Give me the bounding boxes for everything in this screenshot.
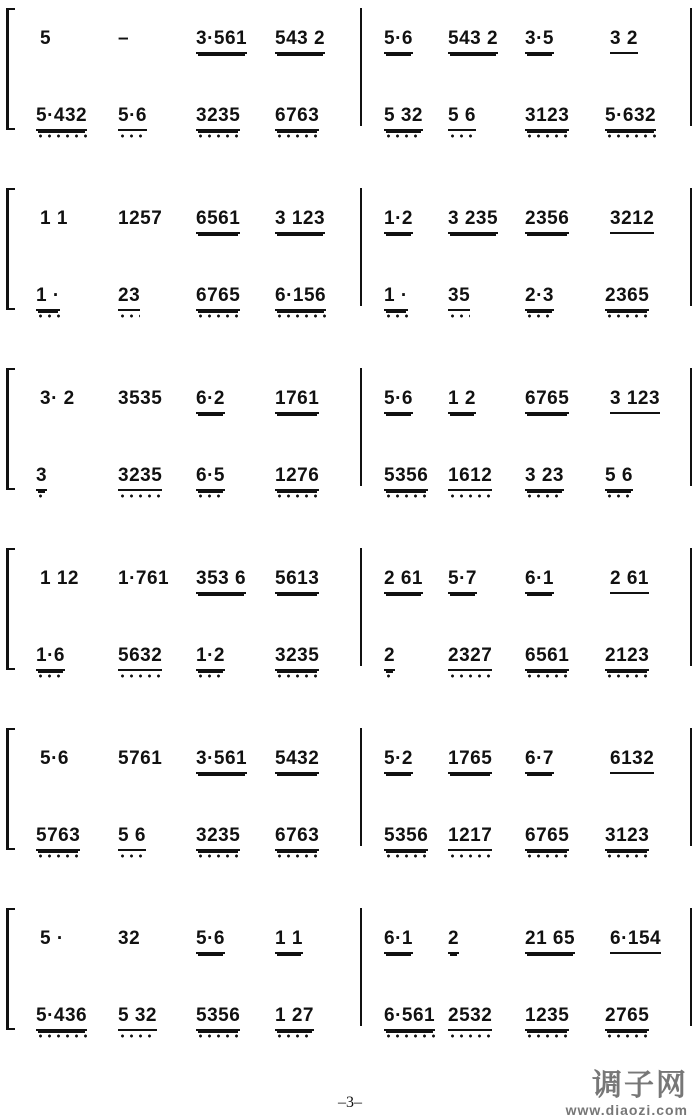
- notation-group: 6763: [275, 103, 319, 131]
- lower-part: [0, 463, 700, 503]
- octave-dots: [448, 313, 470, 319]
- octave-dots: [118, 673, 162, 679]
- notation-group: 1 27: [275, 1003, 314, 1031]
- watermark-logo: [566, 1070, 688, 1118]
- notation-group: 6765: [525, 386, 569, 414]
- notation-group: 3·5: [525, 26, 554, 54]
- notation-group: 5613: [275, 566, 319, 594]
- notation-group: 2123: [605, 643, 649, 671]
- octave-dots: [605, 493, 633, 499]
- notation-group: 6765: [196, 283, 240, 311]
- octave-dots: [275, 493, 319, 499]
- notation-group: 3123: [605, 823, 649, 851]
- octave-dots: [36, 853, 80, 859]
- octave-dots: [36, 673, 65, 679]
- octave-dots: [605, 313, 649, 319]
- page-number: –3–: [338, 1094, 362, 1111]
- notation-group: 3 2: [610, 26, 638, 54]
- octave-dots: [275, 853, 319, 859]
- lower-part: [0, 1003, 700, 1043]
- notation-group: 5 6: [118, 823, 146, 851]
- octave-dots: [118, 493, 162, 499]
- upper-part: [0, 566, 700, 606]
- watermark-url: www.diaozi.com: [565, 1102, 688, 1118]
- notation-group: 5·436: [36, 1003, 87, 1031]
- octave-dots: [384, 493, 428, 499]
- octave-dots: [36, 133, 87, 139]
- octave-dots: [448, 853, 492, 859]
- notation-group: 3212: [610, 206, 654, 234]
- notation-group: 6561: [525, 643, 569, 671]
- notation-group: 1761: [275, 386, 319, 414]
- notation-group: 3235: [196, 823, 240, 851]
- notation-group: 1 2: [448, 386, 476, 414]
- score-system: [0, 548, 700, 698]
- octave-dots: [118, 133, 147, 139]
- notation-group: 6·154: [610, 926, 661, 954]
- notation-group: 3· 2: [40, 388, 75, 409]
- octave-dots: [448, 133, 476, 139]
- notation-group: 6561: [196, 206, 240, 234]
- notation-group: 2 61: [610, 566, 649, 594]
- notation-group: 5 6: [448, 103, 476, 131]
- notation-group: 3235: [275, 643, 319, 671]
- notation-group: 1 ·: [384, 283, 408, 311]
- notation-group: 3 123: [610, 386, 660, 414]
- octave-dots: [448, 493, 492, 499]
- notation-group: 1·2: [384, 206, 413, 234]
- score-system: [0, 8, 700, 158]
- notation-group: 5·432: [36, 103, 87, 131]
- octave-dots: [605, 1033, 649, 1039]
- notation-group: 5356: [384, 463, 428, 491]
- upper-part: [0, 386, 700, 426]
- octave-dots: [118, 1033, 157, 1039]
- octave-dots: [36, 493, 47, 499]
- octave-dots: [196, 313, 240, 319]
- notation-group: 6·156: [275, 283, 326, 311]
- notation-group: 1612: [448, 463, 492, 491]
- notation-group: 543 2: [448, 26, 498, 54]
- notation-group: 5632: [118, 643, 162, 671]
- notation-group: 2365: [605, 283, 649, 311]
- notation-group: 6·1: [384, 926, 413, 954]
- octave-dots: [384, 1033, 435, 1039]
- octave-dots: [605, 853, 649, 859]
- notation-group: –: [118, 28, 130, 49]
- notation-group: 5·6: [384, 26, 413, 54]
- upper-part: [0, 926, 700, 966]
- octave-dots: [36, 313, 60, 319]
- octave-dots: [605, 133, 656, 139]
- lower-part: [0, 823, 700, 863]
- lower-part: [0, 103, 700, 143]
- notation-group: 5: [40, 28, 52, 49]
- octave-dots: [196, 133, 240, 139]
- octave-dots: [525, 133, 569, 139]
- notation-group: 2327: [448, 643, 492, 671]
- notation-group: 543 2: [275, 26, 325, 54]
- notation-group: 23: [118, 283, 140, 311]
- notation-group: 353 6: [196, 566, 246, 594]
- notation-group: 5·6: [384, 386, 413, 414]
- notation-group: 21 65: [525, 926, 575, 954]
- octave-dots: [448, 1033, 492, 1039]
- octave-dots: [118, 853, 146, 859]
- notation-group: 2·3: [525, 283, 554, 311]
- notation-group: 1235: [525, 1003, 569, 1031]
- upper-part: [0, 206, 700, 246]
- notation-group: 1·2: [196, 643, 225, 671]
- octave-dots: [36, 1033, 87, 1039]
- notation-group: 5 ·: [40, 928, 64, 949]
- octave-dots: [384, 313, 408, 319]
- notation-group: 5·2: [384, 746, 413, 774]
- notation-group: 2: [384, 643, 395, 671]
- upper-part: [0, 746, 700, 786]
- notation-group: 5356: [196, 1003, 240, 1031]
- notation-group: 5·7: [448, 566, 477, 594]
- notation-group: 3 235: [448, 206, 498, 234]
- octave-dots: [118, 313, 140, 319]
- notation-group: 5 32: [118, 1003, 157, 1031]
- notation-group: 1 1: [275, 926, 303, 954]
- notation-group: 1 12: [40, 568, 79, 589]
- notation-group: 5 6: [605, 463, 633, 491]
- notation-group: 5·632: [605, 103, 656, 131]
- notation-group: 6·5: [196, 463, 225, 491]
- notation-group: 6132: [610, 746, 654, 774]
- octave-dots: [384, 853, 428, 859]
- octave-dots: [525, 1033, 569, 1039]
- score-system: [0, 908, 700, 1058]
- octave-dots: [605, 673, 649, 679]
- octave-dots: [275, 1033, 314, 1039]
- notation-group: 32: [118, 928, 141, 949]
- score-system: [0, 368, 700, 518]
- upper-part: [0, 26, 700, 66]
- notation-group: 5432: [275, 746, 319, 774]
- notation-group: 35: [448, 283, 470, 311]
- notation-group: 1765: [448, 746, 492, 774]
- notation-group: 3535: [118, 388, 163, 409]
- octave-dots: [384, 673, 395, 679]
- notation-group: 1257: [118, 208, 163, 229]
- octave-dots: [525, 313, 554, 319]
- notation-group: 5·6: [118, 103, 147, 131]
- octave-dots: [525, 853, 569, 859]
- notation-group: 3235: [196, 103, 240, 131]
- octave-dots: [196, 673, 225, 679]
- notation-group: 2: [448, 926, 459, 954]
- octave-dots: [525, 493, 564, 499]
- notation-group: 2356: [525, 206, 569, 234]
- notation-group: 2 61: [384, 566, 423, 594]
- octave-dots: [384, 133, 423, 139]
- octave-dots: [196, 1033, 240, 1039]
- lower-part: [0, 283, 700, 323]
- notation-group: 1 ·: [36, 283, 60, 311]
- octave-dots: [196, 493, 225, 499]
- notation-group: 5761: [118, 748, 163, 769]
- score-system: [0, 188, 700, 338]
- notation-group: 3: [36, 463, 47, 491]
- notation-group: 3123: [525, 103, 569, 131]
- notation-group: 1·6: [36, 643, 65, 671]
- watermark-title: 调子网: [592, 1069, 688, 1102]
- notation-group: 5·6: [40, 748, 69, 769]
- octave-dots: [525, 673, 569, 679]
- notation-group: 6763: [275, 823, 319, 851]
- notation-group: 3·561: [196, 746, 247, 774]
- notation-group: 3 123: [275, 206, 325, 234]
- notation-group: 5 32: [384, 103, 423, 131]
- notation-group: 5·6: [196, 926, 225, 954]
- notation-group: 6·1: [525, 566, 554, 594]
- score-system: [0, 728, 700, 878]
- octave-dots: [448, 673, 492, 679]
- notation-group: 1·761: [118, 568, 170, 589]
- notation-group: 2532: [448, 1003, 492, 1031]
- lower-part: [0, 643, 700, 683]
- octave-dots: [275, 313, 326, 319]
- notation-group: 1276: [275, 463, 319, 491]
- octave-dots: [275, 673, 319, 679]
- notation-group: 2765: [605, 1003, 649, 1031]
- notation-group: 3235: [118, 463, 162, 491]
- notation-group: 1217: [448, 823, 492, 851]
- notation-group: 5356: [384, 823, 428, 851]
- notation-group: 6765: [525, 823, 569, 851]
- octave-dots: [196, 853, 240, 859]
- notation-group: 6·561: [384, 1003, 435, 1031]
- notation-group: 5763: [36, 823, 80, 851]
- notation-group: 1 1: [40, 208, 68, 229]
- notation-group: 3 23: [525, 463, 564, 491]
- octave-dots: [275, 133, 319, 139]
- notation-group: 3·561: [196, 26, 247, 54]
- notation-group: 6·7: [525, 746, 554, 774]
- notation-group: 6·2: [196, 386, 225, 414]
